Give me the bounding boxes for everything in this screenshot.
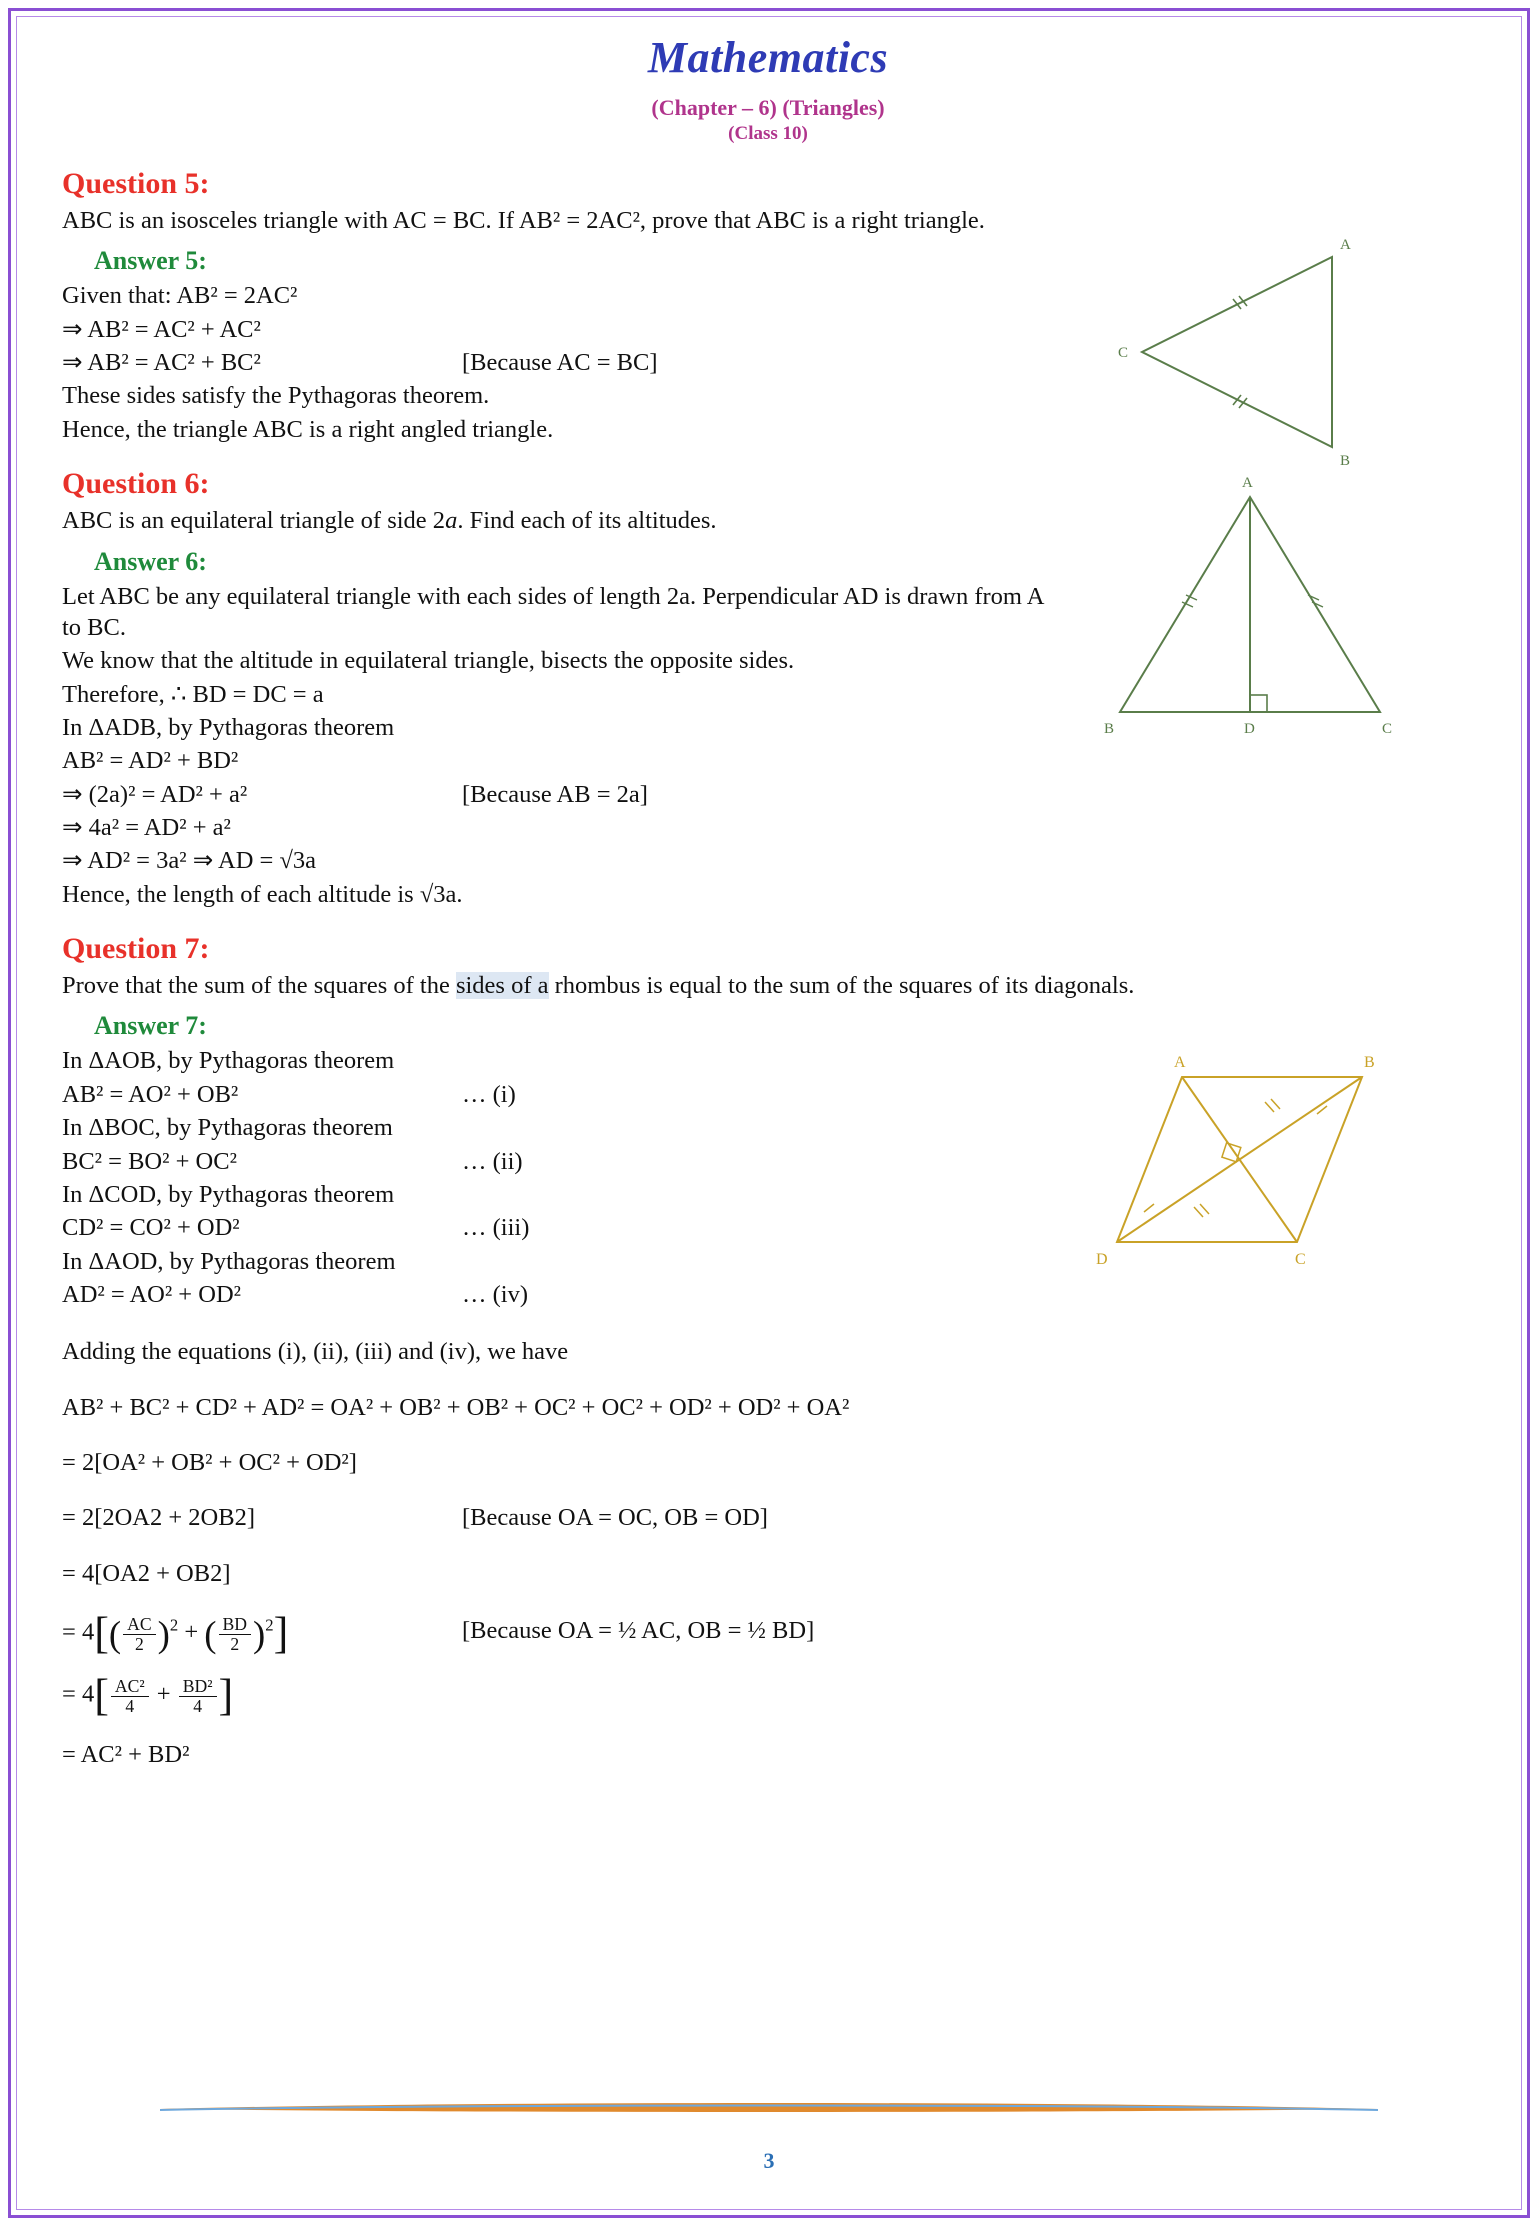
answer-7-line-3-lhs: = 2[2OA2 + 2OB2] <box>62 1504 255 1532</box>
figure-q5-label-a: A <box>1340 237 1351 253</box>
figure-q6-label-c: C <box>1382 721 1393 738</box>
answer-7-line-5-lhs: = 4[( $\frac{AC}{2}$ )$^2$ + ( $\frac{BD}{2}$ )$^2$] <box>62 1608 289 1658</box>
answer-5-line-3-lhs: ⇒ AB² = AC² + BC² <box>62 349 261 377</box>
frac-ac2-num: AC² <box>111 1677 149 1697</box>
fraction-ac-over-2 <box>123 1615 155 1653</box>
answer-6-line-8: ⇒ AD² = 3a² ⇒ AD = √3a <box>62 847 317 875</box>
figure-q7-label-a: A <box>1174 1054 1186 1072</box>
answer-6-line-2: We know that the altitude in equilateral triangle, bisects the opposite sides. <box>62 647 795 675</box>
question-7-text <box>62 970 1462 1001</box>
figure-q5-label-b: B <box>1340 453 1351 469</box>
question-6-heading: Question 6: <box>62 467 210 501</box>
question-5-text: ABC is an isosceles triangle with AC = BC. If AB² = 2AC², prove that ABC is a right triangle. <box>62 207 985 234</box>
figure-q7-label-c: C <box>1295 1251 1306 1269</box>
figure-q6-label-b: B <box>1104 721 1115 738</box>
frac-ac-den: 2 <box>134 1633 144 1654</box>
answer-6-line-1: Let ABC be any equilateral triangle with each sides of length 2a. Perpendicular AD is drawn from A to BC. <box>62 582 1044 641</box>
right-bracket-2: ] <box>218 1670 234 1720</box>
fraction-ac2-over-4 <box>111 1677 149 1715</box>
answer-6-line-6-reason: [Because AB = 2a] <box>462 780 648 808</box>
answer-7-line-6-prefix: = 4 <box>62 1680 95 1708</box>
answer-5-line-3-reason: [Because AC = BC] <box>462 349 658 377</box>
left-bracket-2: [ <box>94 1670 109 1720</box>
figure-question-7 <box>1082 1042 1412 1322</box>
figure-q6-label-d: D <box>1244 721 1255 738</box>
answer-5-line-2: ⇒ AB² = AC² + AC² <box>62 315 261 343</box>
answer-7-step-1-ref: … (i) <box>462 1080 516 1108</box>
footer-swoosh-icon <box>160 2100 1378 2114</box>
equilateral-triangle-diagram <box>1090 457 1430 757</box>
answer-7-line-3 <box>62 1502 1474 1533</box>
frac-bd2-den: 4 <box>193 1695 203 1716</box>
answer-7-step-1-intro: In ΔAOB, by Pythagoras theorem <box>62 1047 395 1075</box>
frac-ac-power: 2 <box>169 1615 179 1635</box>
answer-7-line-6: = 4[ $\frac{\text{AC²}}{4}$ + $\frac{\text{BD²}}{4}$ ] <box>62 1670 234 1720</box>
figure-q6-label-a: A <box>1242 475 1253 492</box>
frac-bd2-num: BD² <box>179 1677 217 1697</box>
answer-7-line-5-prefix: = 4 <box>62 1618 95 1646</box>
class-subtitle: (Class 10) <box>728 123 808 144</box>
answer-7-line-7: = AC² + BD² <box>62 1741 190 1769</box>
question-5-section <box>62 167 1474 469</box>
answer-7-step-2-lhs: BC² = BO² + OC² <box>62 1147 237 1175</box>
figure-question-5 <box>1092 227 1382 477</box>
answer-7-step-2-ref: … (ii) <box>462 1147 523 1175</box>
answer-6-line-7: ⇒ 4a² = AD² + a² <box>62 814 231 842</box>
answer-6-line-6 <box>62 779 1474 810</box>
page-content <box>62 26 1474 1773</box>
frac-ac2-den: 4 <box>125 1695 135 1716</box>
footer-decoration <box>160 2100 1378 2114</box>
answer-7-line-4: = 4[OA2 + OB2] <box>62 1559 231 1587</box>
answer-7-sum-line: AB² + BC² + CD² + AD² = OA² + OB² + OB² + OC² + OC² + OD² + OD² + OA² <box>62 1393 850 1421</box>
question-5-heading: Question 5: <box>62 167 210 200</box>
question-7-heading: Question 7: <box>62 932 210 966</box>
answer-7-step-3-lhs: CD² = CO² + OD² <box>62 1214 240 1242</box>
frac-bd-den: 2 <box>230 1633 240 1654</box>
answer-6-line-6-lhs: ⇒ (2a)² = AD² + a² <box>62 780 248 808</box>
answer-7-line-5-reason: [Because OA = ½ AC, OB = ½ BD] <box>462 1617 815 1645</box>
figure-question-6 <box>1090 457 1430 757</box>
question-6-text-italic: a <box>445 507 458 535</box>
left-paren-1: ( <box>108 1613 122 1655</box>
triangle-abc-diagram <box>1092 227 1382 477</box>
answer-7-step-1-lhs: AB² = AO² + OB² <box>62 1080 239 1108</box>
left-paren-2: ( <box>204 1613 217 1655</box>
frac-bd-num: BD <box>219 1615 251 1635</box>
answer-7-line-5 <box>62 1608 1474 1658</box>
fraction-bd-over-2 <box>219 1615 251 1653</box>
question-6-text-part1: ABC is an equilateral triangle of side 2 <box>62 507 446 535</box>
answer-7-heading: Answer 7: <box>94 1011 207 1041</box>
answer-7-step-4-intro: In ΔAOD, by Pythagoras theorem <box>62 1247 396 1275</box>
left-bracket: [ <box>94 1608 109 1658</box>
answer-7-step-4-lhs: AD² = AO² + OD² <box>62 1280 241 1308</box>
figure-q5-label-c: C <box>1118 345 1129 361</box>
answer-6-line-5: AB² = AD² + BD² <box>62 747 239 775</box>
right-paren-1: ) <box>157 1613 170 1655</box>
question-7-section <box>62 932 1474 1770</box>
answer-6-line-4: In ΔADB, by Pythagoras theorem <box>62 713 395 741</box>
answer-5-line-1: Given that: AB² = 2AC² <box>62 282 298 310</box>
question-6-section <box>62 467 1474 910</box>
answer-7-step-3-ref: … (iii) <box>462 1214 530 1242</box>
question-7-text-highlight: sides of a <box>455 972 549 1000</box>
answer-7-step-4-ref: … (iv) <box>462 1280 528 1308</box>
answer-5-line-4: These sides satisfy the Pythagoras theorem. <box>62 382 490 410</box>
chapter-subtitle: (Chapter – 6) (Triangles) <box>651 95 885 120</box>
answer-7-step-2-intro: In ΔBOC, by Pythagoras theorem <box>62 1114 393 1142</box>
answer-7-line-3-reason: [Because OA = OC, OB = OD] <box>462 1504 768 1532</box>
answer-6-line-3: Therefore, ∴ BD = DC = a <box>62 680 324 708</box>
answer-6-conclusion: Hence, the length of each altitude is √3a. <box>62 880 463 908</box>
right-bracket: ] <box>273 1608 289 1658</box>
answer-7-step-3-intro: In ΔCOD, by Pythagoras theorem <box>62 1180 395 1208</box>
right-paren-2: ) <box>253 1613 266 1655</box>
fraction-bd2-over-4 <box>179 1677 217 1715</box>
rhombus-abcd-diagram <box>1082 1042 1412 1322</box>
frac-bd-power: 2 <box>265 1615 274 1635</box>
question-7-text-a: Prove that the sum of the squares of the <box>62 972 456 1000</box>
question-6-text-part2: . Find each of its altitudes. <box>457 507 717 535</box>
figure-q7-label-d: D <box>1096 1251 1108 1269</box>
answer-5-line-5: Hence, the triangle ABC is a right angled triangle. <box>62 415 554 443</box>
page-number: 3 <box>763 2148 775 2173</box>
figure-q7-label-b: B <box>1364 1054 1375 1072</box>
frac-ac-num: AC <box>123 1615 155 1635</box>
answer-7-adding-line: Adding the equations (i), (ii), (iii) and (iv), we have <box>62 1338 569 1366</box>
answer-5-heading: Answer 5: <box>94 246 207 276</box>
answer-7-line-2: = 2[OA² + OB² + OC² + OD²] <box>62 1449 357 1477</box>
question-7-text-b: rhombus is equal to the sum of the squares of its diagonals. <box>548 972 1135 1000</box>
answer-6-heading: Answer 6: <box>94 546 207 576</box>
page-title: Mathematics <box>647 33 889 82</box>
